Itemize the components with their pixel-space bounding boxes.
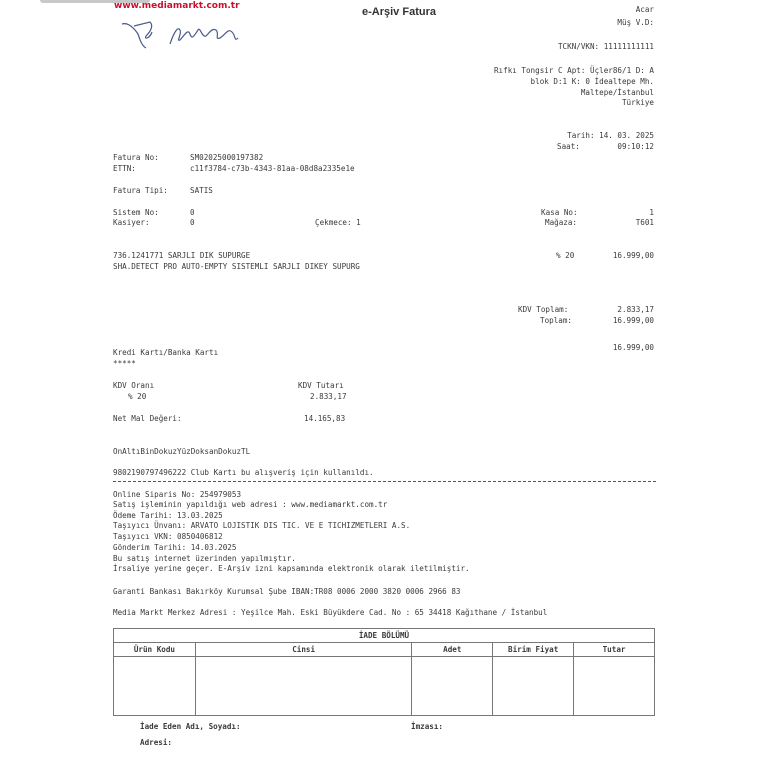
col-unit-price: Birim Fiyat	[493, 643, 574, 657]
amount-in-words: OnAltıBinDokuzYüzDoksanDokuzTL	[113, 447, 251, 456]
online-line-6: Gönderim Tarihi: 14.03.2025	[113, 543, 237, 552]
online-line-8: İrsaliye yerine geçer. E-Arşiv izni kapsamında elektronik olarak iletilmiştir.	[113, 564, 470, 573]
cashier-label: Kasiyer:	[113, 218, 150, 227]
store-value: T601	[635, 218, 654, 227]
address-line-4: Türkiye	[621, 98, 654, 107]
return-name-label: İade Eden Adı, Soyadı:	[140, 722, 241, 731]
address-line-2: blok D:1 K: 0 İdealtepe Mh.	[530, 77, 654, 86]
kasa-label: Kasa No:	[541, 208, 578, 217]
online-line-2: Satış işleminin yapıldığı web adresi : www.mediamarkt.com.tr	[113, 500, 388, 509]
item-price: 16.999,00	[612, 251, 654, 260]
website-header: www.mediamarkt.com.tr	[114, 1, 240, 11]
online-line-3: Ödeme Tarihi: 13.03.2025	[113, 511, 223, 520]
kdv-total-value: 2.833,17	[617, 305, 654, 314]
vat-rate-label: KDV Oranı	[113, 381, 155, 390]
store-label: Mağaza:	[545, 218, 578, 227]
address-line-3: Maltepe/İstanbul	[580, 88, 654, 97]
return-table	[113, 628, 655, 716]
tax-office: Müş V.D:	[617, 18, 654, 27]
cashier-value: 0	[190, 218, 195, 227]
online-line-5: Taşıyıcı VKN: 0850406812	[113, 532, 223, 541]
kdv-total-label: KDV Toplam:	[518, 305, 569, 314]
time-value: 09:10:12	[617, 142, 654, 151]
online-line-1: Online Siparis No: 254979053	[113, 490, 242, 499]
item-vat: % 20	[556, 251, 575, 260]
cell-product-code	[114, 657, 196, 716]
dashed-divider	[113, 481, 656, 482]
col-product-code: Ürün Kodu	[114, 643, 196, 657]
cell-unit-price	[493, 657, 574, 716]
col-quantity: Adet	[412, 643, 493, 657]
col-amount: Tutar	[574, 643, 655, 657]
club-card-note: 9802190797496222 Club Kartı bu alışveriş için kullanıldı.	[113, 468, 374, 477]
system-no-value: 0	[190, 208, 195, 217]
address-line-1: Rıfkı Tongsir C Apt: Üçler86/1 D: A	[493, 66, 654, 75]
invoice-type-label: Fatura Tipi:	[113, 186, 168, 195]
online-line-4: Taşıyıcı Ünvanı: ARVATO LOJISTIK DIS TIC. VE E TICHIZMETLERI A.S.	[113, 521, 411, 530]
invoice-type-value: SATIS	[190, 186, 213, 195]
net-value-label: Net Mal Değeri:	[113, 414, 182, 423]
invoice-date: Tarih: 14. 03. 2025	[567, 131, 654, 140]
return-signature-label: İmzası:	[411, 722, 444, 731]
vat-rate-value: % 20	[128, 392, 147, 401]
kasa-value: 1	[649, 208, 654, 217]
invoice-no-label: Fatura No:	[113, 153, 159, 162]
return-title: İADE BÖLÜMÜ	[114, 629, 655, 643]
customer-name: Acar	[635, 5, 654, 14]
payment-method: Kredi Kartı/Banka Kartı	[113, 348, 219, 357]
cell-type	[195, 657, 412, 716]
document-title: e-Arşiv Fatura	[362, 6, 436, 18]
cell-quantity	[412, 657, 493, 716]
drawer: Çekmece: 1	[315, 218, 361, 227]
payment-amount: 16.999,00	[612, 343, 654, 352]
online-line-7: Bu satış internet üzerinden yapılmıştır.	[113, 554, 296, 563]
cell-amount	[574, 657, 655, 716]
total-label: Toplam:	[540, 316, 573, 325]
return-address-label: Adresi:	[140, 738, 173, 747]
ettn-label: ETTN:	[113, 164, 136, 173]
ettn-value: c11f3784-c73b-4343-81aa-08d8a2335e1e	[190, 164, 355, 173]
bank-info: Garanti Bankası Bakırköy Kurumsal Şube IBAN:TR08 0006 2000 3820 0006 2966 83	[113, 587, 461, 596]
tckn: TCKN/VKN: 11111111111	[557, 42, 654, 51]
item-line-2: SHA.DETECT PRO AUTO-EMPTY SISTEMLI SARJLI DIKEY SUPURG	[113, 262, 360, 271]
net-value: 14.165,83	[304, 414, 346, 423]
time-label: Saat:	[557, 142, 580, 151]
system-no-label: Sistem No:	[113, 208, 159, 217]
invoice-no-value: SM02025000197382	[190, 153, 264, 162]
total-value: 16.999,00	[612, 316, 654, 325]
signature-image	[120, 18, 245, 54]
masked-card: *****	[113, 359, 136, 368]
vat-amount-label: KDV Tutarı	[298, 381, 344, 390]
hq-address: Media Markt Merkez Adresi : Yeşilce Mah. Eski Büyükdere Cad. No : 65 34418 Kağıthane / İstanbul	[113, 608, 548, 617]
vat-amount-value: 2.833,17	[310, 392, 347, 401]
col-type: Cinsi	[195, 643, 412, 657]
item-line-1: 736.1241771 SARJLI DIK SUPURGE	[113, 251, 251, 260]
